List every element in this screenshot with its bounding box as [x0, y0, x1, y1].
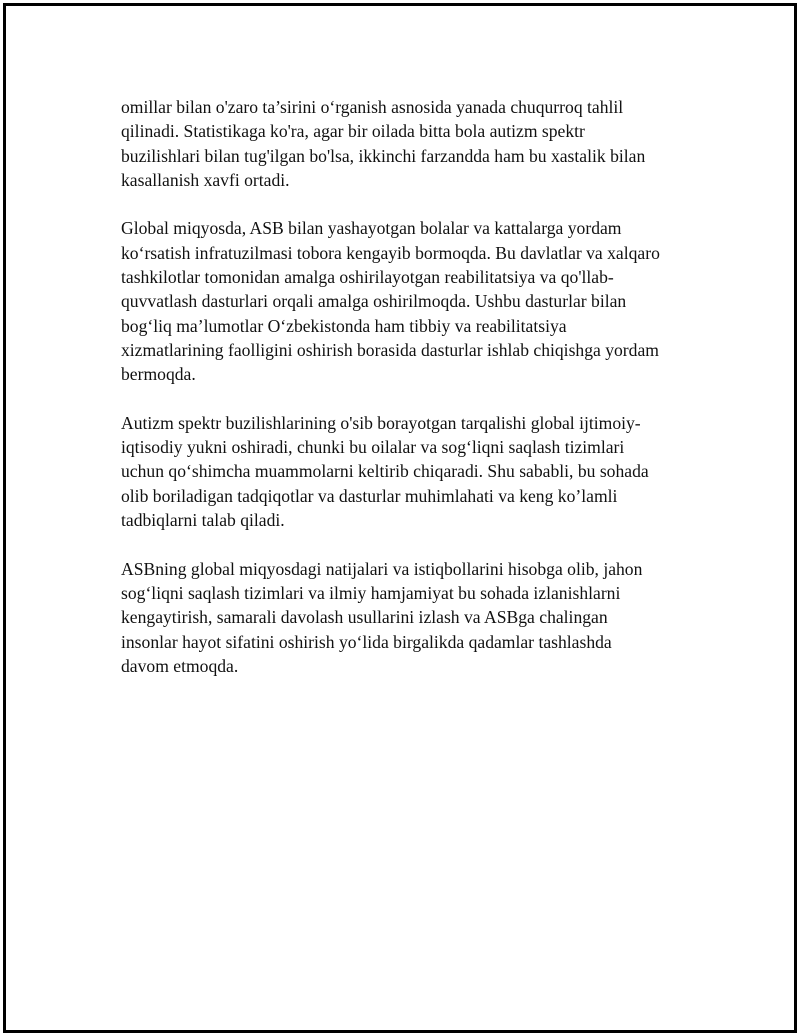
- text-line: iqtisodiy yukni oshiradi, chunki bu oilalar va sog‘liqni saqlash tizimlari: [121, 437, 625, 458]
- text-line: xizmatlarining faolligini oshirish borasida dasturlar ishlab chiqishga yordam: [121, 339, 659, 360]
- paragraph-4: [121, 557, 701, 678]
- text-line: bermoqda.: [121, 364, 196, 385]
- text-line: kasallanish xavfi ortadi.: [121, 169, 290, 190]
- text-line: davom etmoqda.: [121, 655, 239, 676]
- text-line: qilinadi. Statistikaga ko'ra, agar bir oilada bitta bola autizm spektr: [121, 121, 585, 142]
- text-line: insonlar hayot sifatini oshirish yo‘lida birgalikda qadamlar tashlashda: [121, 631, 612, 652]
- text-line: Autizm spektr buzilishlarining o'sib borayotgan tarqalishi global ijtimoiy-: [121, 412, 641, 433]
- text-line: Global miqyosda, ASB bilan yashayotgan bolalar va kattalarga yordam: [121, 218, 622, 239]
- text-line: bog‘liq ma’lumotlar O‘zbekistonda ham tibbiy va reabilitatsiya: [121, 315, 567, 336]
- text-line: ko‘rsatish infratuzilmasi tobora kengayib bormoqda. Bu davlatlar va xalqaro: [121, 242, 660, 263]
- text-line: kengaytirish, samarali davolash usullarini izlash va ASBga chalingan: [121, 607, 608, 628]
- document-body: [121, 95, 701, 678]
- text-line: uchun qo‘shimcha muammolarni keltirib chiqaradi. Shu sababli, bu sohada: [121, 461, 649, 482]
- page-frame: [3, 3, 797, 1033]
- text-line: tashkilotlar tomonidan amalga oshirilayotgan reabilitatsiya va qo'llab-: [121, 267, 614, 288]
- paragraph-1: [121, 95, 701, 192]
- paragraph-3: [121, 411, 701, 532]
- text-line: ASBning global miqyosdagi natijalari va istiqbollarini hisobga olib, jahon: [121, 558, 643, 579]
- text-line: quvvatlash dasturlari orqali amalga oshirilmoqda. Ushbu dasturlar bilan: [121, 291, 627, 312]
- text-line: buzilishlari bilan tug'ilgan bo'lsa, ikkinchi farzandda ham bu xastalik bilan: [121, 145, 646, 166]
- text-line: sog‘liqni saqlash tizimlari va ilmiy hamjamiyat bu sohada izlanishlarni: [121, 582, 621, 603]
- text-line: omillar bilan o'zaro ta’sirini o‘rganish asnosida yanada chuqurroq tahlil: [121, 97, 624, 117]
- paragraph-2: [121, 216, 701, 386]
- text-line: olib boriladigan tadqiqotlar va dasturlar muhimlahati va keng ko’lamli: [121, 485, 618, 506]
- text-line: tadbiqlarni talab qiladi.: [121, 510, 285, 531]
